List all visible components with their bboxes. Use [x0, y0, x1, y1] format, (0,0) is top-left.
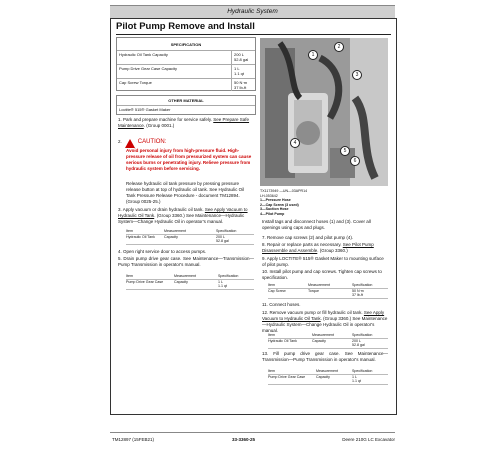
spec-item: Hydraulic Oil Tank Capacity	[119, 52, 168, 57]
table-value-imperial: 37 lb-ft	[352, 293, 363, 297]
step-4	[118, 249, 254, 255]
step-number: 8.	[262, 242, 266, 247]
spec-table-d	[268, 333, 388, 349]
step-text-after: . (Group 3360.)	[317, 248, 348, 253]
specification-caption: SPECIFICATION	[170, 42, 202, 47]
table-cell	[352, 339, 365, 348]
step-number: 13.	[262, 351, 269, 356]
step-number: 5.	[118, 256, 122, 261]
table-header: Measurement	[312, 333, 334, 337]
table-cell: Capacity	[312, 338, 326, 343]
spec-value-imperial: 1.1 qt	[234, 71, 245, 76]
table-header: Item	[268, 333, 275, 337]
table-row	[268, 289, 388, 299]
other-material-row	[117, 105, 255, 113]
step-text: Fill pump drive gear case. See Maintenance—Transmission—Pump Transmission in operator's manual.	[262, 351, 388, 362]
table-value-metric: 200 L	[216, 234, 225, 239]
table-row	[268, 339, 388, 349]
step-text-after: . (Group 3360.) See Maintenance—Hydraulic System—Change Hydraulic Oil in operator's manual.	[118, 213, 245, 224]
table-cell: Capacity	[174, 279, 188, 284]
table-header: Measurement	[316, 369, 338, 373]
spec-row	[117, 78, 255, 91]
step-number: 10.	[262, 269, 269, 274]
table-header: Specification	[352, 283, 373, 287]
step-7	[262, 235, 388, 241]
step-10	[262, 269, 388, 281]
step-12	[262, 310, 388, 334]
table-header: Item	[268, 369, 275, 373]
table-value-imperial: 52.8 gal	[352, 343, 365, 347]
spec-item: Cap Screw Torque	[119, 80, 152, 85]
table-value-imperial: 1.1 qt	[352, 379, 361, 383]
table-header: Specification	[352, 333, 373, 337]
caution-label: CAUTION:	[137, 139, 167, 145]
callout-3: 3	[352, 70, 362, 80]
table-header: Measurement	[164, 229, 186, 233]
callout-6: 6	[350, 156, 360, 166]
step-text: Repair or replace parts as necessary.	[267, 242, 342, 247]
footer-page: 33-3360-25	[232, 437, 256, 442]
specification-box	[116, 37, 256, 91]
spec-table-b	[126, 274, 254, 290]
page-title: Pilot Pump Remove and Install	[116, 21, 391, 35]
spec-value-imperial: 52.8 gal	[234, 57, 249, 62]
step-3	[118, 207, 254, 225]
table-cell: Pump Drive Gear Case	[268, 374, 306, 379]
table-cell: Pump Drive Gear Case	[126, 279, 164, 284]
legend-item: 1—Pressure Hose	[260, 198, 291, 203]
figure-code: LH-053642	[260, 193, 278, 198]
step-11	[262, 302, 388, 308]
apply-vacuum-link[interactable]: See Apply Vacuum to Hydraulic Oil Tank	[118, 207, 248, 218]
spec-row	[117, 64, 255, 78]
step-text-after: . (Group 3360.) See Maintenance—Hydraulic System—Change Hydraulic Oil in operator's manual.	[262, 316, 388, 333]
legend-item: 4—Pilot Pump	[260, 211, 285, 216]
spec-table-e	[268, 369, 388, 385]
caution-triangle-icon	[125, 139, 135, 148]
step-number: 1.	[118, 117, 122, 122]
spec-value-imperial: 37 lb-ft	[234, 85, 247, 90]
other-material-item: Loctite® 515® Gasket Maker	[119, 107, 171, 112]
table-value-metric: 1 L	[218, 279, 223, 284]
spec-value	[231, 79, 249, 91]
table-cell: Torque	[308, 288, 319, 293]
table-header: Item	[126, 229, 133, 233]
table-header: Specification	[216, 229, 237, 233]
footer-model: Deere 210G LC Excavator	[342, 437, 395, 442]
spec-table-c	[268, 283, 388, 299]
spec-table-a	[126, 229, 254, 245]
step-number: 2.	[118, 139, 122, 144]
table-cell: Cap Screw	[268, 288, 286, 293]
spec-value	[231, 51, 250, 64]
disassemble-link[interactable]: See Pilot Pump Disassemble and Assemble	[262, 242, 374, 253]
table-cell: Capacity	[316, 374, 330, 379]
step-number: 12.	[262, 310, 269, 315]
table-row	[126, 235, 254, 245]
spec-row	[117, 50, 255, 64]
spec-value-metric: 200 L	[234, 52, 245, 57]
step-text: Install pilot pump and cap screws. Tighten cap screws to specification.	[262, 269, 382, 280]
callout-4: 4	[290, 138, 300, 148]
callout-5: 5	[340, 146, 350, 156]
table-header: Specification	[218, 274, 239, 278]
callout-2: 2	[334, 42, 344, 52]
step-1	[118, 117, 254, 129]
step-number: 9.	[262, 256, 266, 261]
step-text: Remove cap screws (2) and pilot pump (4).	[267, 235, 354, 240]
table-cell	[216, 235, 229, 244]
figure-id: TX1173949 —UN—03APR14	[260, 189, 308, 193]
step-text: Apply LOCTITE® 515® Gasket Maker to mounting surface of pilot pump.	[262, 256, 384, 267]
step-5	[118, 256, 254, 268]
pilot-pump-photo	[260, 38, 388, 186]
other-material-caption: OTHER MATERIAL	[168, 98, 204, 103]
table-cell	[352, 289, 364, 298]
table-value-metric: 50 N·m	[352, 288, 364, 293]
step-9	[262, 256, 388, 268]
apply-vacuum-link-2[interactable]: See Apply Vacuum to Hydraulic Oil Tank	[262, 310, 385, 321]
step-text: Open right service door to access pumps.	[123, 249, 207, 254]
spec-value-metric: 50 N·m	[234, 80, 248, 85]
table-header: Specification	[352, 369, 373, 373]
step-number: 4.	[118, 249, 122, 254]
spec-value-metric: 1 L	[234, 66, 240, 71]
table-header: Measurement	[174, 274, 196, 278]
table-value-metric: 200 L	[352, 338, 361, 343]
table-header: Measurement	[308, 283, 330, 287]
step-2	[118, 139, 254, 172]
callout-1: 1	[308, 50, 318, 60]
other-material-box	[116, 95, 256, 115]
table-row	[268, 375, 388, 385]
table-row	[126, 280, 254, 290]
step-text-after: . (Group 0001.)	[143, 123, 175, 128]
spec-value	[231, 65, 246, 78]
step-13	[262, 351, 388, 363]
step-number: 7.	[262, 235, 266, 240]
table-cell: Capacity	[164, 234, 178, 239]
pump-illustration	[260, 38, 388, 186]
table-cell	[352, 375, 361, 384]
table-header: Item	[126, 274, 133, 278]
table-value-imperial: 1.1 qt	[218, 284, 227, 288]
table-header: Item	[268, 283, 275, 287]
footer-doc: TM12897 (15FEB21)	[112, 437, 155, 442]
table-cell: Hydraulic Oil Tank	[126, 234, 155, 239]
caution-text: Avoid personal injury from high-pressure fluid. High-pressure release of oil from pressurized system can cause serious burns or penetrating injury. Relieve pressure from hydraulic system before servicing.	[126, 148, 252, 171]
prepare-maintenance-link[interactable]: See Prepare Safe Maintenance	[118, 117, 250, 128]
step-text: Connect hoses.	[269, 302, 301, 307]
legend-item: 3—Suction Hose	[260, 207, 289, 212]
step-6-continued: Install tags and disconnect hoses (1) and (3). Cover all openings using caps and plugs.	[262, 219, 371, 230]
step-text: Remove vacuum pump or fill hydraulic oil tank.	[269, 310, 363, 315]
step-8	[262, 242, 388, 254]
table-cell	[218, 280, 227, 289]
step-text: Park and prepare machine for service safely.	[123, 117, 212, 122]
section-header: Hydraulic System	[110, 5, 395, 18]
legend-item: 2—Cap Screw (3 used)	[260, 202, 299, 207]
release-note: Release hydraulic oil tank pressure by pressing pressure release button at top of hydraulic oil tank. See Hydraulic Oil Tank Pressure Release Procedure - document TM12894. (Group 0025-25.)	[126, 181, 245, 204]
spec-item: Pump Drive Gear Case Capacity	[119, 66, 178, 71]
footer-rule	[110, 432, 395, 433]
table-cell: Hydraulic Oil Tank	[268, 338, 297, 343]
table-value-imperial: 52.8 gal	[216, 239, 229, 243]
step-number: 11.	[262, 302, 268, 307]
step-text: Drain pump drive gear case. See Maintenance—Transmission—Pump Transmission in operator's manual.	[118, 256, 254, 267]
step-text: Apply vacuum or drain hydraulic oil tank.	[122, 207, 204, 212]
table-value-metric: 1 L	[352, 374, 357, 379]
figure-legend	[260, 189, 388, 217]
step-number: 3.	[118, 207, 122, 212]
